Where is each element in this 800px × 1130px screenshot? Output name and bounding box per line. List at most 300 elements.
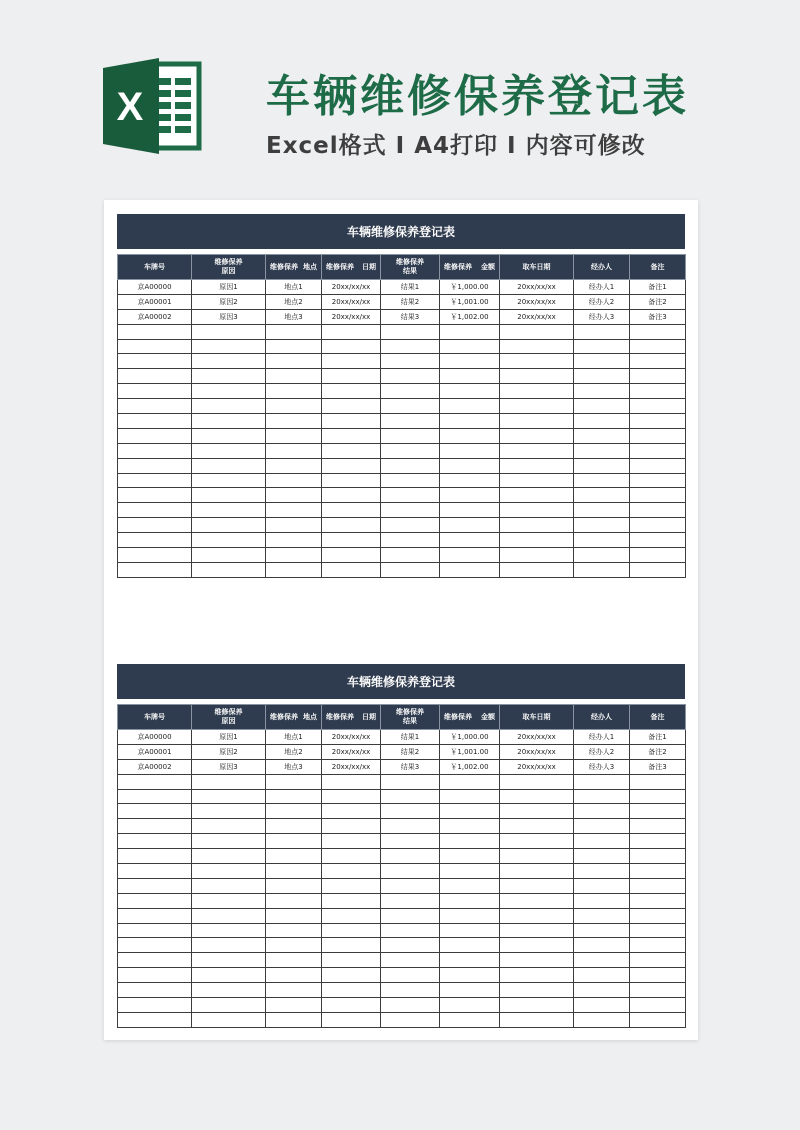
table-cell[interactable] xyxy=(192,548,266,563)
table-cell[interactable] xyxy=(118,834,192,849)
table-cell[interactable] xyxy=(630,938,686,953)
table-cell[interactable] xyxy=(440,562,500,577)
table-cell[interactable] xyxy=(630,864,686,879)
table-cell[interactable]: ￥1,001.00 xyxy=(440,294,500,309)
table-cell[interactable] xyxy=(266,983,322,998)
table-cell[interactable]: 备注1 xyxy=(630,730,686,745)
table-cell[interactable] xyxy=(322,548,381,563)
table-cell[interactable] xyxy=(500,399,574,414)
table-cell[interactable] xyxy=(500,893,574,908)
table-cell[interactable] xyxy=(322,339,381,354)
table-cell[interactable] xyxy=(440,893,500,908)
table-cell[interactable] xyxy=(266,443,322,458)
table-cell[interactable] xyxy=(381,548,440,563)
table-cell[interactable] xyxy=(440,953,500,968)
table-cell[interactable] xyxy=(500,562,574,577)
table-cell[interactable] xyxy=(118,908,192,923)
table-cell[interactable] xyxy=(266,819,322,834)
table-cell[interactable] xyxy=(500,789,574,804)
table-cell[interactable] xyxy=(500,983,574,998)
table-cell[interactable]: 经办人2 xyxy=(574,744,630,759)
table-cell[interactable]: 20xx/xx/xx xyxy=(500,294,574,309)
table-cell[interactable] xyxy=(381,399,440,414)
table-cell[interactable] xyxy=(381,864,440,879)
table-cell[interactable] xyxy=(630,819,686,834)
table-cell[interactable] xyxy=(192,324,266,339)
table-cell[interactable] xyxy=(266,399,322,414)
table-cell[interactable] xyxy=(500,953,574,968)
table-cell[interactable]: 结果3 xyxy=(381,759,440,774)
table-cell[interactable] xyxy=(630,789,686,804)
table-cell[interactable] xyxy=(118,428,192,443)
table-cell[interactable] xyxy=(630,983,686,998)
table-cell[interactable] xyxy=(574,968,630,983)
table-cell[interactable] xyxy=(630,953,686,968)
table-cell[interactable]: 原因3 xyxy=(192,309,266,324)
table-cell[interactable] xyxy=(381,354,440,369)
table-cell[interactable]: 备注2 xyxy=(630,744,686,759)
table-cell[interactable]: 20xx/xx/xx xyxy=(322,759,381,774)
table-cell[interactable] xyxy=(192,399,266,414)
table-cell[interactable]: 20xx/xx/xx xyxy=(500,309,574,324)
table-cell[interactable] xyxy=(192,983,266,998)
table-cell[interactable] xyxy=(118,864,192,879)
table-cell[interactable] xyxy=(192,354,266,369)
table-cell[interactable] xyxy=(266,548,322,563)
table-cell[interactable] xyxy=(266,864,322,879)
table-cell[interactable] xyxy=(322,399,381,414)
table-cell[interactable] xyxy=(630,414,686,429)
table-cell[interactable]: 结果1 xyxy=(381,280,440,295)
table-cell[interactable] xyxy=(440,849,500,864)
table-cell[interactable] xyxy=(574,503,630,518)
table-cell[interactable]: 京A00002 xyxy=(118,309,192,324)
table-cell[interactable] xyxy=(440,878,500,893)
table-cell[interactable] xyxy=(500,414,574,429)
table-cell[interactable] xyxy=(574,849,630,864)
table-cell[interactable] xyxy=(574,804,630,819)
table-cell[interactable] xyxy=(266,369,322,384)
table-cell[interactable] xyxy=(574,414,630,429)
table-cell[interactable] xyxy=(266,893,322,908)
table-cell[interactable] xyxy=(381,998,440,1013)
table-cell[interactable] xyxy=(322,473,381,488)
table-cell[interactable]: 20xx/xx/xx xyxy=(322,280,381,295)
table-cell[interactable] xyxy=(440,983,500,998)
table-cell[interactable] xyxy=(322,488,381,503)
table-cell[interactable] xyxy=(192,864,266,879)
table-cell[interactable]: 地点3 xyxy=(266,759,322,774)
table-cell[interactable] xyxy=(118,533,192,548)
table-cell[interactable] xyxy=(266,774,322,789)
table-cell[interactable]: 结果3 xyxy=(381,309,440,324)
table-cell[interactable] xyxy=(630,548,686,563)
table-cell[interactable] xyxy=(322,562,381,577)
table-cell[interactable] xyxy=(118,488,192,503)
table-cell[interactable] xyxy=(118,774,192,789)
table-cell[interactable] xyxy=(630,774,686,789)
table-cell[interactable] xyxy=(574,893,630,908)
table-cell[interactable] xyxy=(381,533,440,548)
table-cell[interactable] xyxy=(440,428,500,443)
table-cell[interactable] xyxy=(381,414,440,429)
table-cell[interactable] xyxy=(440,443,500,458)
table-cell[interactable] xyxy=(266,354,322,369)
table-cell[interactable] xyxy=(440,384,500,399)
table-cell[interactable] xyxy=(630,369,686,384)
table-cell[interactable] xyxy=(500,473,574,488)
table-cell[interactable] xyxy=(118,443,192,458)
table-cell[interactable]: 地点2 xyxy=(266,294,322,309)
table-cell[interactable] xyxy=(192,998,266,1013)
table-cell[interactable] xyxy=(381,473,440,488)
table-cell[interactable]: 经办人3 xyxy=(574,759,630,774)
table-cell[interactable]: 结果1 xyxy=(381,730,440,745)
table-cell[interactable] xyxy=(381,488,440,503)
table-cell[interactable] xyxy=(440,369,500,384)
table-cell[interactable] xyxy=(574,324,630,339)
table-cell[interactable] xyxy=(118,473,192,488)
table-cell[interactable] xyxy=(630,878,686,893)
table-cell[interactable] xyxy=(322,938,381,953)
table-cell[interactable] xyxy=(118,369,192,384)
table-cell[interactable] xyxy=(322,968,381,983)
table-cell[interactable]: 京A00000 xyxy=(118,280,192,295)
table-cell[interactable]: 经办人3 xyxy=(574,309,630,324)
table-cell[interactable] xyxy=(630,399,686,414)
table-cell[interactable]: 备注3 xyxy=(630,309,686,324)
table-cell[interactable]: 地点1 xyxy=(266,280,322,295)
table-cell[interactable] xyxy=(574,819,630,834)
table-cell[interactable] xyxy=(266,488,322,503)
table-cell[interactable] xyxy=(266,998,322,1013)
table-cell[interactable] xyxy=(440,399,500,414)
table-cell[interactable] xyxy=(440,324,500,339)
table-cell[interactable] xyxy=(630,968,686,983)
table-cell[interactable] xyxy=(118,893,192,908)
table-cell[interactable] xyxy=(630,849,686,864)
table-cell[interactable] xyxy=(266,428,322,443)
table-cell[interactable] xyxy=(266,384,322,399)
table-cell[interactable] xyxy=(322,804,381,819)
table-cell[interactable]: 结果2 xyxy=(381,744,440,759)
table-cell[interactable]: 地点2 xyxy=(266,744,322,759)
table-cell[interactable] xyxy=(500,533,574,548)
table-cell[interactable] xyxy=(192,443,266,458)
table-cell[interactable] xyxy=(118,819,192,834)
table-cell[interactable] xyxy=(266,834,322,849)
table-cell[interactable] xyxy=(574,834,630,849)
table-cell[interactable] xyxy=(440,488,500,503)
table-cell[interactable] xyxy=(574,428,630,443)
table-cell[interactable] xyxy=(630,804,686,819)
table-cell[interactable] xyxy=(266,503,322,518)
table-cell[interactable] xyxy=(574,369,630,384)
table-cell[interactable] xyxy=(192,369,266,384)
table-cell[interactable] xyxy=(574,998,630,1013)
table-cell[interactable] xyxy=(322,354,381,369)
table-cell[interactable]: 备注2 xyxy=(630,294,686,309)
table-cell[interactable] xyxy=(266,849,322,864)
table-cell[interactable] xyxy=(381,953,440,968)
table-cell[interactable] xyxy=(500,834,574,849)
table-cell[interactable] xyxy=(322,518,381,533)
table-cell[interactable] xyxy=(574,789,630,804)
table-cell[interactable] xyxy=(381,983,440,998)
table-cell[interactable] xyxy=(381,789,440,804)
table-cell[interactable] xyxy=(440,938,500,953)
table-cell[interactable] xyxy=(192,1012,266,1027)
table-cell[interactable] xyxy=(440,834,500,849)
table-cell[interactable] xyxy=(574,908,630,923)
table-cell[interactable] xyxy=(322,864,381,879)
table-cell[interactable] xyxy=(440,354,500,369)
table-cell[interactable]: 经办人1 xyxy=(574,730,630,745)
table-cell[interactable]: 原因1 xyxy=(192,280,266,295)
table-cell[interactable] xyxy=(322,819,381,834)
table-cell[interactable] xyxy=(192,804,266,819)
table-cell[interactable] xyxy=(630,834,686,849)
table-cell[interactable] xyxy=(266,908,322,923)
table-cell[interactable]: 20xx/xx/xx xyxy=(322,744,381,759)
table-cell[interactable] xyxy=(500,968,574,983)
table-cell[interactable] xyxy=(440,923,500,938)
table-cell[interactable] xyxy=(440,774,500,789)
table-cell[interactable]: 20xx/xx/xx xyxy=(500,744,574,759)
table-cell[interactable] xyxy=(266,938,322,953)
table-cell[interactable] xyxy=(381,878,440,893)
table-cell[interactable] xyxy=(322,849,381,864)
table-cell[interactable] xyxy=(192,819,266,834)
table-cell[interactable] xyxy=(192,428,266,443)
table-cell[interactable] xyxy=(192,923,266,938)
table-cell[interactable] xyxy=(574,878,630,893)
table-cell[interactable]: 20xx/xx/xx xyxy=(500,759,574,774)
table-cell[interactable] xyxy=(381,819,440,834)
table-cell[interactable] xyxy=(574,399,630,414)
table-cell[interactable] xyxy=(630,324,686,339)
table-cell[interactable] xyxy=(322,533,381,548)
table-cell[interactable] xyxy=(192,878,266,893)
table-cell[interactable] xyxy=(266,339,322,354)
table-cell[interactable] xyxy=(440,998,500,1013)
table-cell[interactable] xyxy=(118,998,192,1013)
table-cell[interactable] xyxy=(192,414,266,429)
table-cell[interactable] xyxy=(630,998,686,1013)
table-cell[interactable] xyxy=(118,503,192,518)
table-cell[interactable] xyxy=(630,518,686,533)
table-cell[interactable]: 经办人1 xyxy=(574,280,630,295)
table-cell[interactable] xyxy=(192,562,266,577)
table-cell[interactable] xyxy=(381,849,440,864)
table-cell[interactable] xyxy=(266,473,322,488)
table-cell[interactable]: ￥1,000.00 xyxy=(440,280,500,295)
table-cell[interactable] xyxy=(322,443,381,458)
table-cell[interactable] xyxy=(381,1012,440,1027)
table-cell[interactable] xyxy=(322,1012,381,1027)
table-cell[interactable]: 20xx/xx/xx xyxy=(322,309,381,324)
table-cell[interactable] xyxy=(500,369,574,384)
table-cell[interactable] xyxy=(630,923,686,938)
table-cell[interactable] xyxy=(192,893,266,908)
table-cell[interactable] xyxy=(574,953,630,968)
table-cell[interactable] xyxy=(266,324,322,339)
table-cell[interactable] xyxy=(192,953,266,968)
table-cell[interactable] xyxy=(266,1012,322,1027)
table-cell[interactable] xyxy=(381,562,440,577)
table-cell[interactable] xyxy=(118,562,192,577)
table-cell[interactable]: 备注3 xyxy=(630,759,686,774)
table-cell[interactable] xyxy=(118,849,192,864)
table-cell[interactable]: ￥1,002.00 xyxy=(440,309,500,324)
table-cell[interactable] xyxy=(381,428,440,443)
table-cell[interactable] xyxy=(574,533,630,548)
table-cell[interactable] xyxy=(500,488,574,503)
table-cell[interactable] xyxy=(266,968,322,983)
table-cell[interactable]: 结果2 xyxy=(381,294,440,309)
table-cell[interactable]: 京A00000 xyxy=(118,730,192,745)
table-cell[interactable] xyxy=(118,354,192,369)
table-cell[interactable] xyxy=(381,384,440,399)
table-cell[interactable] xyxy=(118,878,192,893)
table-cell[interactable] xyxy=(192,908,266,923)
table-cell[interactable] xyxy=(192,473,266,488)
table-cell[interactable] xyxy=(500,458,574,473)
table-cell[interactable] xyxy=(266,562,322,577)
table-cell[interactable] xyxy=(574,923,630,938)
table-cell[interactable] xyxy=(440,864,500,879)
table-cell[interactable] xyxy=(118,1012,192,1027)
table-cell[interactable] xyxy=(500,864,574,879)
table-cell[interactable] xyxy=(381,458,440,473)
table-cell[interactable] xyxy=(322,458,381,473)
table-cell[interactable] xyxy=(440,473,500,488)
table-cell[interactable] xyxy=(322,923,381,938)
table-cell[interactable] xyxy=(500,774,574,789)
table-cell[interactable]: ￥1,001.00 xyxy=(440,744,500,759)
table-cell[interactable] xyxy=(322,428,381,443)
table-cell[interactable] xyxy=(500,503,574,518)
table-cell[interactable] xyxy=(192,518,266,533)
table-cell[interactable] xyxy=(118,458,192,473)
table-cell[interactable]: 原因3 xyxy=(192,759,266,774)
table-cell[interactable] xyxy=(574,548,630,563)
table-cell[interactable] xyxy=(630,1012,686,1027)
table-cell[interactable] xyxy=(192,938,266,953)
table-cell[interactable] xyxy=(500,443,574,458)
table-cell[interactable]: 京A00001 xyxy=(118,744,192,759)
table-cell[interactable] xyxy=(192,458,266,473)
table-cell[interactable] xyxy=(574,1012,630,1027)
table-cell[interactable] xyxy=(322,878,381,893)
table-cell[interactable] xyxy=(118,384,192,399)
table-cell[interactable] xyxy=(381,324,440,339)
table-cell[interactable] xyxy=(500,878,574,893)
table-cell[interactable] xyxy=(440,458,500,473)
table-cell[interactable] xyxy=(322,983,381,998)
table-cell[interactable] xyxy=(192,774,266,789)
table-cell[interactable] xyxy=(440,548,500,563)
table-cell[interactable] xyxy=(322,953,381,968)
table-cell[interactable] xyxy=(630,384,686,399)
table-cell[interactable] xyxy=(118,324,192,339)
table-cell[interactable] xyxy=(574,473,630,488)
table-cell[interactable] xyxy=(381,443,440,458)
table-cell[interactable] xyxy=(118,968,192,983)
table-cell[interactable] xyxy=(118,399,192,414)
table-cell[interactable] xyxy=(266,923,322,938)
table-cell[interactable] xyxy=(574,384,630,399)
table-cell[interactable] xyxy=(574,562,630,577)
table-cell[interactable] xyxy=(630,488,686,503)
table-cell[interactable] xyxy=(630,503,686,518)
table-cell[interactable] xyxy=(192,968,266,983)
table-cell[interactable] xyxy=(266,533,322,548)
table-cell[interactable] xyxy=(440,908,500,923)
table-cell[interactable] xyxy=(500,849,574,864)
table-cell[interactable] xyxy=(192,488,266,503)
table-cell[interactable]: 20xx/xx/xx xyxy=(322,730,381,745)
table-cell[interactable]: 京A00002 xyxy=(118,759,192,774)
table-cell[interactable] xyxy=(118,938,192,953)
table-cell[interactable] xyxy=(192,503,266,518)
table-cell[interactable] xyxy=(440,518,500,533)
table-cell[interactable] xyxy=(500,354,574,369)
table-cell[interactable] xyxy=(500,804,574,819)
table-cell[interactable] xyxy=(500,908,574,923)
table-cell[interactable] xyxy=(500,819,574,834)
table-cell[interactable]: 经办人2 xyxy=(574,294,630,309)
table-cell[interactable] xyxy=(322,384,381,399)
table-cell[interactable] xyxy=(381,834,440,849)
table-cell[interactable] xyxy=(322,503,381,518)
table-cell[interactable] xyxy=(440,414,500,429)
table-cell[interactable] xyxy=(500,518,574,533)
table-cell[interactable] xyxy=(500,923,574,938)
table-cell[interactable] xyxy=(500,384,574,399)
table-cell[interactable] xyxy=(266,414,322,429)
table-cell[interactable] xyxy=(322,998,381,1013)
table-cell[interactable] xyxy=(322,414,381,429)
table-cell[interactable] xyxy=(381,804,440,819)
table-cell[interactable] xyxy=(322,834,381,849)
table-cell[interactable] xyxy=(266,804,322,819)
table-cell[interactable] xyxy=(440,503,500,518)
table-cell[interactable] xyxy=(574,983,630,998)
table-cell[interactable] xyxy=(381,893,440,908)
table-cell[interactable]: ￥1,000.00 xyxy=(440,730,500,745)
table-cell[interactable] xyxy=(500,324,574,339)
table-cell[interactable] xyxy=(118,339,192,354)
table-cell[interactable] xyxy=(192,384,266,399)
table-cell[interactable] xyxy=(266,518,322,533)
table-cell[interactable] xyxy=(118,548,192,563)
table-cell[interactable]: 20xx/xx/xx xyxy=(500,280,574,295)
table-cell[interactable] xyxy=(574,864,630,879)
table-cell[interactable] xyxy=(500,428,574,443)
table-cell[interactable] xyxy=(440,968,500,983)
table-cell[interactable] xyxy=(192,789,266,804)
table-cell[interactable]: 京A00001 xyxy=(118,294,192,309)
table-cell[interactable] xyxy=(440,819,500,834)
table-cell[interactable] xyxy=(574,774,630,789)
table-cell[interactable] xyxy=(630,354,686,369)
table-cell[interactable] xyxy=(118,953,192,968)
table-cell[interactable] xyxy=(574,518,630,533)
table-cell[interactable] xyxy=(630,893,686,908)
table-cell[interactable] xyxy=(574,443,630,458)
table-cell[interactable] xyxy=(440,789,500,804)
